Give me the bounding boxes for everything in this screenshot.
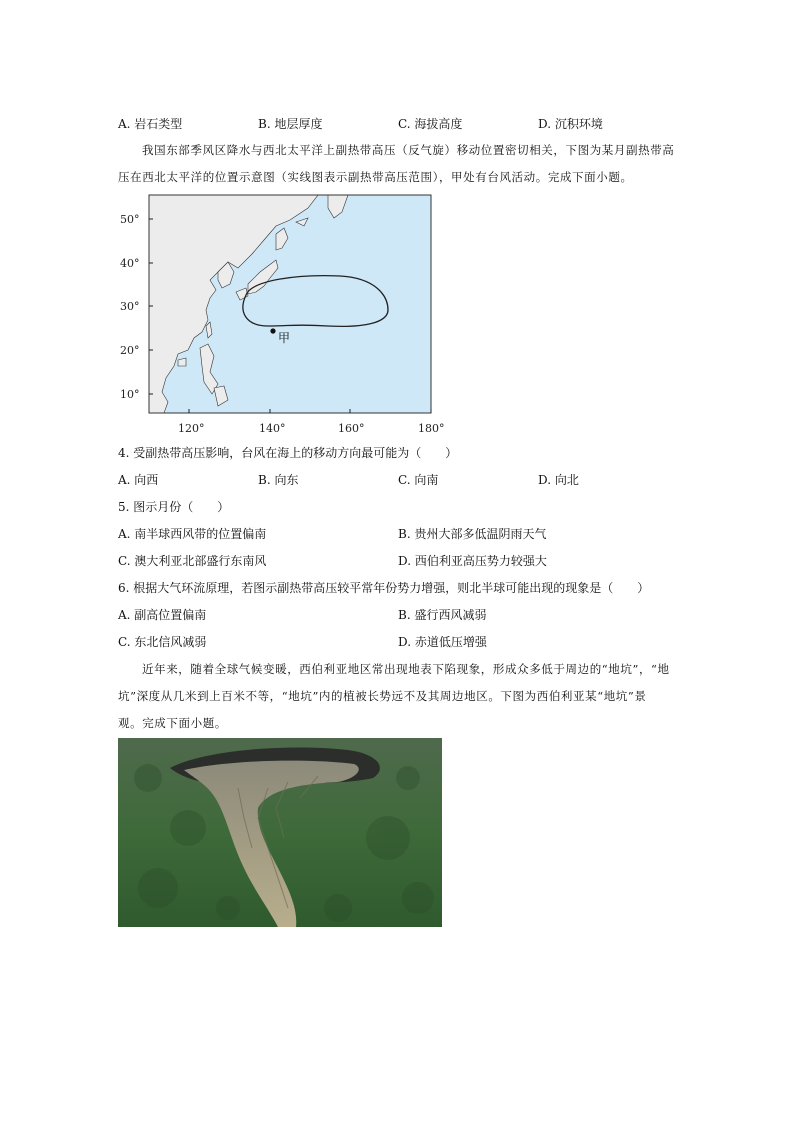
lon-label-140: 140°: [259, 422, 286, 435]
lon-label-120: 120°: [178, 422, 205, 435]
point-jia-marker: [270, 328, 275, 333]
intro-paragraph-1: [118, 137, 678, 191]
q6-option-a: A. 副高位置偏南: [118, 608, 207, 622]
lat-label-20: 20°: [120, 344, 140, 357]
q4-option-d: D. 向北: [538, 473, 579, 487]
q3-option-d: D. 沉积环境: [538, 117, 603, 131]
latitude-labels: [120, 213, 153, 401]
q4-option-a: A. 向西: [118, 473, 159, 487]
intro2-line-3: 观。完成下面小题。: [118, 716, 227, 730]
q6-option-c: C. 东北信风减弱: [118, 635, 207, 649]
q4-option-b: B. 向东: [258, 473, 299, 487]
q4-option-c: C. 向南: [398, 473, 439, 487]
intro1-line-1: 我国东部季风区降水与西北太平洋上副热带高压（反气旋）移动位置密切相关，下图为某月副热带高: [142, 143, 675, 157]
lat-label-30: 30°: [120, 300, 140, 313]
subtropical-high-map: [118, 188, 448, 440]
q6-option-b: B. 盛行西风减弱: [398, 608, 487, 622]
lon-label-180: 180°: [418, 422, 445, 435]
q6-stem: 6. 根据大气环流原理，若图示副热带高压较平常年份势力增强，则北半球可能出现的现象是（ ）: [118, 581, 650, 595]
intro1-line-2: 压在西北太平洋的位置示意图（实线图表示副热带高压范围），甲处有台风活动。完成下面小题。: [118, 170, 633, 184]
q3-option-a: A. 岩石类型: [118, 117, 183, 131]
q4-stem: 4. 受副热带高压影响，台风在海上的移动方向最可能为（ ）: [118, 446, 458, 460]
lat-label-50: 50°: [120, 213, 140, 226]
q5-stem: 5. 图示月份（ ）: [118, 500, 230, 514]
q3-option-c: C. 海拔高度: [398, 117, 463, 131]
lat-label-10: 10°: [120, 388, 140, 401]
point-jia-label: 甲: [278, 331, 291, 345]
q3-option-b: B. 地层厚度: [258, 117, 323, 131]
q5-option-c: C. 澳大利亚北部盛行东南风: [118, 554, 267, 568]
intro-paragraph-2: [118, 656, 678, 737]
lat-label-40: 40°: [120, 257, 140, 270]
q5-option-a: A. 南半球西风带的位置偏南: [118, 527, 267, 541]
lon-label-160: 160°: [338, 422, 365, 435]
siberia-crater-photo: [118, 738, 442, 927]
intro2-line-2: 坑”深度从几米到上百米不等，“地坑”内的植被长势远不及其周边地区。下图为西伯利亚某“地坑”景: [118, 689, 647, 703]
q5-option-b: B. 贵州大部多低温阴雨天气: [398, 527, 547, 541]
q6-option-d: D. 赤道低压增强: [398, 635, 487, 649]
intro2-line-1: 近年来，随着全球气候变暖，西伯利亚地区常出现地表下陷现象，形成众多低于周边的“地坑”，“地: [142, 662, 670, 676]
q5-option-d: D. 西伯利亚高压势力较强大: [398, 554, 547, 568]
